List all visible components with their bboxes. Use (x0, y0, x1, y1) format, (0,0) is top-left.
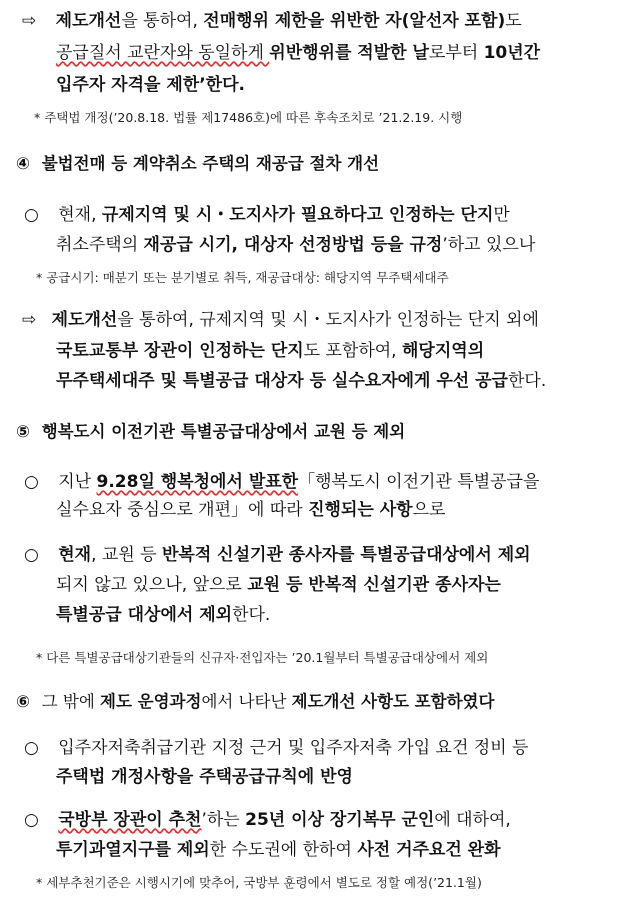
text-bold: 9.28일 행복청에서 발표한 (96, 472, 299, 492)
text-bold: 전매행위 제한을 위반한 자(알선자 포함) (203, 11, 506, 31)
text: 로부터 (428, 43, 484, 63)
text-bold: 해당지역의 (402, 341, 485, 361)
text: 입주자저축취급기관 지정 근거 및 입주자저축 가입 요건 정비 등 (58, 738, 529, 758)
text: 취소주택의 (56, 235, 144, 255)
text: 한다. (507, 371, 547, 391)
s6-bullet2-line2 (56, 835, 501, 860)
text: 지난 (58, 472, 97, 492)
text: ’하고 있으나 (442, 235, 536, 255)
s4-arrow-line2 (56, 336, 484, 361)
text-bold: 국토교통부 장관이 인정하는 단지 (56, 341, 304, 361)
arrow-icon: ⇨ (22, 11, 37, 31)
text: 으로 (412, 500, 446, 520)
circle-bullet-icon: ○ (24, 205, 39, 225)
circle-bullet-icon: ○ (24, 738, 39, 758)
s5-bullet2-line1 (24, 540, 531, 565)
s5-heading (16, 418, 405, 442)
text-bold: 교원 등 반복적 신설기관 종사자는 (247, 575, 501, 595)
text-bold: 국방부 장관이 추천 (58, 810, 202, 830)
text-bold: 제도 운영과정 (100, 692, 202, 711)
s5-bullet2-line2 (56, 570, 501, 595)
text: , 교원 등 (91, 545, 162, 565)
s4-title: 불법전매 등 계약취소 주택의 재공급 절차 개선 (41, 154, 380, 173)
text: 현재, (58, 205, 102, 225)
text: 도 (505, 11, 522, 31)
s6-heading (16, 688, 494, 712)
s4-footnote: * 공급시기: 매분기 또는 분기별로 취득, 재공급대상: 해당지역 무주택세대주 (36, 270, 449, 285)
text: 한다. (232, 605, 271, 625)
text-bold: 투기과열지구를 제외 (56, 840, 210, 860)
text-bold: 사전 거주요건 완화 (357, 840, 501, 860)
s6-bullet2-line1 (24, 805, 511, 830)
s1-footnote: * 주택법 개정(’20.8.18. 법률 제17486호)에 따른 후속조치로 ’21.2.19. 시행 (34, 110, 463, 125)
text-bold: 제도개선 (55, 11, 122, 31)
circled-number-6: ⑥ (16, 692, 30, 711)
circle-bullet-icon: ○ (24, 472, 39, 492)
text: 도 포함하여, (303, 341, 402, 361)
text: 을 통하여, (121, 11, 204, 31)
text: 그 밖에 (41, 692, 101, 711)
s5-bullet1-line1 (24, 467, 539, 492)
s6-footnote: * 세부추천기준은 시행시기에 맞추어, 국방부 훈령에서 별도로 정할 예정(’21.1월) (36, 875, 482, 890)
s5-footnote: * 다른 특별공급대상기관들의 신규자·전입자는 ’20.1월부터 특별공급대상에서 제외 (36, 650, 489, 665)
circle-bullet-icon: ○ (24, 545, 39, 565)
text: 만 (493, 205, 510, 225)
circled-number-5: ⑤ (16, 422, 30, 441)
s4-arrow-line1 (22, 305, 539, 330)
s1-line1 (22, 6, 522, 31)
text-bold: 재공급 시기, 대상자 선정방법 등을 규정 (143, 235, 443, 255)
s1-line3: 입주자 자격을 제한’한다. (56, 75, 245, 95)
text-bold: 무주택세대주 및 특별공급 대상자 등 실수요자에게 우선 공급 (56, 371, 508, 391)
text-bold: 진행되는 사항 (308, 500, 413, 520)
s4-bullet1-line1 (24, 200, 510, 225)
text: ’하는 (201, 810, 246, 830)
arrow-icon: ⇨ (22, 310, 37, 330)
text-bold: 특별공급 대상에서 제외 (56, 605, 233, 625)
text-bold: 25년 이상 장기복무 군인 (245, 810, 435, 830)
text: 되지 않고 있으나, 앞으로 (56, 575, 248, 595)
s1-line2 (56, 38, 540, 63)
s4-bullet1-line2 (56, 230, 535, 255)
text: 한 수도권에 한하여 (209, 840, 358, 860)
text: 에 대하여, (434, 810, 511, 830)
text-bold: 10년간 (483, 43, 541, 63)
text: 실수요자 중심으로 개편」에 따라 (56, 500, 309, 520)
text: 「행복도시 이전기관 특별공급을 (298, 472, 540, 492)
text-bold: 제도개선 (51, 310, 118, 330)
text: 을 통하여, 규제지역 및 시・도지사가 인정하는 단지 외에 (117, 310, 539, 330)
s4-arrow-line3 (56, 366, 546, 391)
text-bold: 위반행위를 적발한 날 (269, 43, 429, 63)
text-bold: 제도개선 사항도 포함하였다 (291, 692, 495, 711)
s4-heading (16, 150, 379, 174)
text-bold: 반복적 신설기관 종사자를 특별공급대상에서 제외 (162, 545, 531, 565)
text: 공급질서 교란자와 동일하게 (56, 43, 270, 63)
s6-bullet1-line2: 주택법 개정사항을 주택공급규칙에 반영 (56, 767, 353, 787)
text-bold: 현재 (58, 545, 92, 565)
s5-title: 행복도시 이전기관 특별공급대상에서 교원 등 제외 (41, 422, 406, 441)
s6-bullet1-line1 (24, 733, 528, 758)
circled-number-4: ④ (16, 154, 30, 173)
text-bold: 규제지역 및 시・도지사가 필요하다고 인정하는 단지 (101, 205, 494, 225)
circle-bullet-icon: ○ (24, 810, 39, 830)
s5-bullet1-line2 (56, 495, 445, 520)
text: 에서 나타난 (201, 692, 292, 711)
s5-bullet2-line3 (56, 600, 270, 625)
